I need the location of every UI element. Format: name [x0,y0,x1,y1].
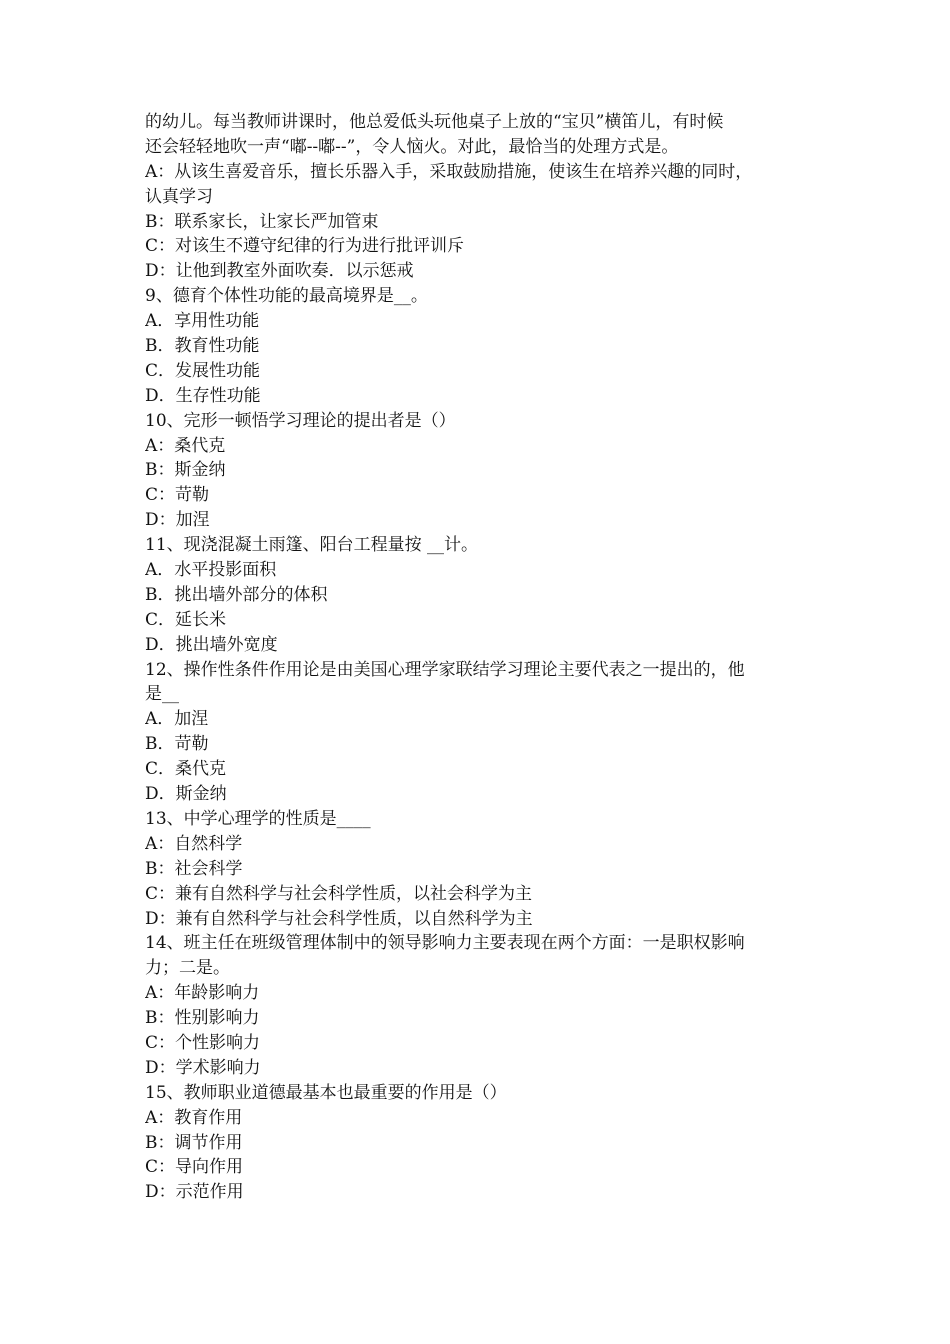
option-line: A：自然科学 [145,833,243,854]
option-line: B．挑出墙外部分的体积 [145,584,328,605]
document-body [145,110,810,1205]
option-line: A：教育作用 [145,1107,243,1128]
question-line: 力；二是。 [145,958,230,979]
option-line: B：调节作用 [145,1132,243,1153]
option-line: D．挑出墙外宽度 [145,634,278,655]
option-line: C．延长米 [145,609,227,630]
option-line: C：导向作用 [145,1157,244,1178]
option-line: C：兼有自然科学与社会科学性质，以社会科学为主 [145,883,533,904]
option-line: D．斯金纳 [145,784,227,805]
question-line: 14、班主任在班级管理体制中的领导影响力主要表现在两个方面：一是职权影响 [145,933,745,954]
question-line: 13、中学心理学的性质是____ [145,808,371,829]
option-line: B：斯金纳 [145,460,226,481]
question-line: 15、教师职业道德最基本也最重要的作用是（） [145,1082,507,1103]
option-line: A．加涅 [145,709,209,730]
option-line: C．桑代克 [145,759,227,780]
option-line: A：从该生喜爱音乐，擅长乐器入手，采取鼓励措施，使该生在培养兴趣的同时， [145,161,753,182]
option-line: D：加涅 [145,510,210,531]
option-line: B：社会科学 [145,858,243,879]
option-line: A．享用性功能 [145,311,260,332]
text-line: 还会轻轻地吹一声“嘟--嘟--”，令人恼火。对此，最恰当的处理方式是。 [145,136,679,157]
question-line: 11、现浇混凝土雨篷、阳台工程量按 __计。 [145,535,479,556]
option-line: D：兼有自然科学与社会科学性质，以自然科学为主 [145,908,533,929]
option-line: D．生存性功能 [145,385,261,406]
text-line: 认真学习 [145,186,213,207]
option-line: C．发展性功能 [145,360,261,381]
text-line: 的幼儿。每当教师讲课时，他总爱低头玩他桌子上放的“宝贝”横笛儿，有时候 [145,112,724,132]
option-line: A：年龄影响力 [145,983,260,1004]
option-line: C：苛勒 [145,485,210,506]
option-line: A．水平投影面积 [145,560,277,581]
question-line: 9、德育个体性功能的最高境界是__。 [145,286,428,307]
option-line: B：性别影响力 [145,1008,260,1029]
question-line: 10、完形一顿悟学习理论的提出者是（） [145,410,456,431]
option-line: D：学术影响力 [145,1057,261,1078]
option-line: B．苛勒 [145,734,209,755]
option-line: B．教育性功能 [145,336,260,357]
option-line: B：联系家长，让家长严加管束 [145,211,379,232]
option-line: C：个性影响力 [145,1032,261,1053]
question-line: 是__ [145,684,179,705]
option-line: D：示范作用 [145,1182,244,1203]
question-line: 12、操作性条件作用论是由美国心理学家联结学习理论主要代表之一提出的，他 [145,659,745,680]
option-line: A：桑代克 [145,435,226,456]
option-line: C：对该生不遵守纪律的行为进行批评训斥 [145,236,465,257]
option-line: D：让他到教室外面吹奏．以示惩戒 [145,261,414,282]
